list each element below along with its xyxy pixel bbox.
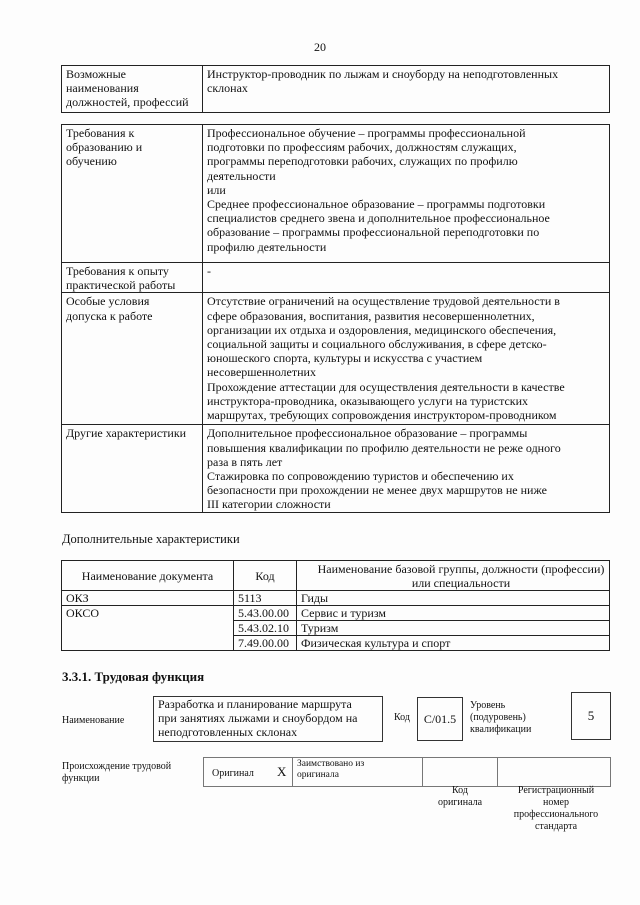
header-code: Код bbox=[234, 561, 297, 591]
experience-requirements-value: - bbox=[203, 263, 610, 293]
row-name: Гиды bbox=[297, 591, 610, 606]
level-label: Уровень (подуровень) квалификации bbox=[470, 700, 532, 735]
code-original-caption: Код оригинала bbox=[437, 785, 483, 808]
row-name: Сервис и туризм bbox=[297, 606, 610, 621]
table-row bbox=[62, 293, 610, 425]
additional-characteristics-title: Дополнительные характеристики bbox=[62, 532, 240, 546]
row-code: 7.49.00.00 bbox=[234, 636, 297, 651]
row-code: 5.43.02.10 bbox=[234, 621, 297, 636]
registration-number-caption: Регистрационный номер профессионального стандарта bbox=[513, 785, 599, 832]
name-label: Наименование bbox=[62, 715, 125, 726]
other-characteristics-value: Дополнительное профессиональное образование – программы повышения квалификации по профилю деятельности не реже одного раза в пять лет Стажировка по сопровождению туристов и обеспечению их безопасности при прохождении не менее двух маршрутов не ниже III категории сложности bbox=[203, 425, 610, 513]
function-heading: 3.3.1. Трудовая функция bbox=[62, 669, 205, 684]
row-code: 5.43.00.00 bbox=[234, 606, 297, 621]
divider bbox=[497, 758, 498, 786]
education-requirements-value: Профессиональное обучение – программы профессиональной подготовки по профессиям рабочих, должностям служащих, программы переподготовки рабочих, служащих по профилю деятельности или Среднее профессиональное образование – программы подготовки специалистов среднего звена и дополнительное профессиональное образование – программы профессиональной переподготовки по профилю деятельности bbox=[203, 125, 610, 263]
divider bbox=[292, 758, 293, 786]
origin-label: Происхождение трудовой функции bbox=[62, 761, 172, 784]
original-mark: X bbox=[277, 764, 287, 779]
positions-label: Возможные наименования должностей, профессий bbox=[62, 66, 203, 113]
code-label: Код bbox=[394, 712, 410, 723]
table-row bbox=[62, 425, 610, 513]
table-row bbox=[62, 606, 610, 621]
table-header-row bbox=[62, 561, 610, 591]
divider bbox=[422, 758, 423, 786]
table-row bbox=[62, 66, 610, 113]
row-name: Туризм bbox=[297, 621, 610, 636]
header-group-name: Наименование базовой группы, должности (профессии) или специальности bbox=[297, 561, 610, 591]
requirements-table bbox=[61, 124, 610, 513]
admission-conditions-label: Особые условия допуска к работе bbox=[62, 293, 203, 425]
codes-table bbox=[61, 560, 610, 651]
origin-strip bbox=[203, 757, 611, 787]
level-value-box: 5 bbox=[571, 692, 611, 740]
table-row bbox=[62, 263, 610, 293]
row-name: Физическая культура и спорт bbox=[297, 636, 610, 651]
experience-requirements-label: Требования к опыту практической работы bbox=[62, 263, 203, 293]
education-requirements-label: Требования к образованию и обучению bbox=[62, 125, 203, 263]
header-document: Наименование документа bbox=[62, 561, 234, 591]
row-doc: ОКСО bbox=[62, 606, 234, 651]
row-doc: ОКЗ bbox=[62, 591, 234, 606]
borrowed-label: Заимствовано из оригинала bbox=[297, 759, 365, 780]
positions-value: Инструктор-проводник по лыжам и сноуборду на неподготовленных склонах bbox=[203, 66, 610, 113]
function-name-box: Разработка и планирование маршрута при занятиях лыжами и сноубордом на неподготовленных склонах bbox=[153, 696, 383, 742]
row-code: 5113 bbox=[234, 591, 297, 606]
page-number: 20 bbox=[314, 40, 326, 54]
original-label: Оригинал bbox=[212, 768, 254, 779]
table-row bbox=[62, 125, 610, 263]
admission-conditions-value: Отсутствие ограничений на осуществление трудовой деятельности в сфере образования, воспитания, развития несовершеннолетних, организации их отдыха и оздоровления, медицинского обеспечения, социальной защиты и социального обслуживания, в сфере детско- юношеского спорта, культуры и искусства с участием несовершеннолетних Прохождение аттестации для осуществления деятельности в качестве инструктора-проводника, оказывающего услуги на туристских маршрутах, требующих сопровождения инструктором-проводником bbox=[203, 293, 610, 425]
positions-table bbox=[61, 65, 610, 113]
other-characteristics-label: Другие характеристики bbox=[62, 425, 203, 513]
code-value-box: C/01.5 bbox=[417, 697, 463, 741]
table-row bbox=[62, 591, 610, 606]
